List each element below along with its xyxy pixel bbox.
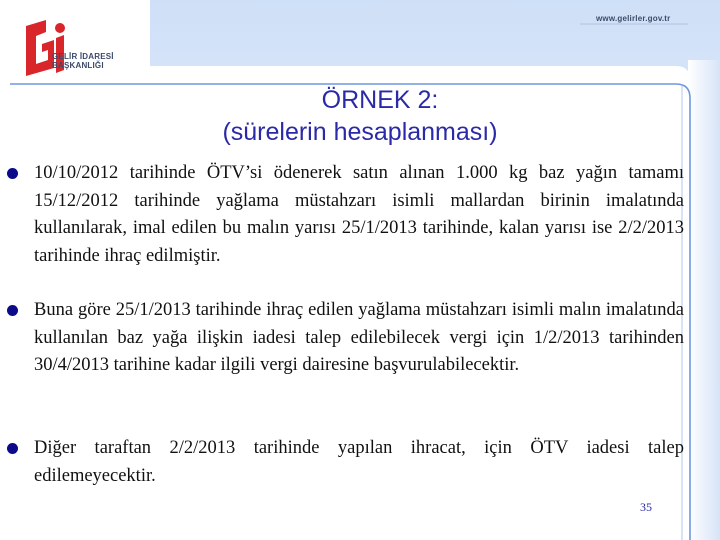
website-label: www.gelirler.gov.tr	[596, 14, 671, 23]
page-number: 35	[640, 500, 652, 514]
logo-text	[52, 52, 114, 70]
bullet-text-1: 10/10/2012 tarihinde ÖTV’si ödenerek satın alınan 1.000 kg baz yağın tamamı 15/12/2012 tarihinde yağlama müstahzarı isimli mallardan birinin imalatında kullanılarak, imal edilen bu malın yarısı 25/1/2013 tarihinde, kalan yarısı ise 2/2/2013 tarihinde ihraç edilmiştir.	[34, 163, 684, 266]
slide-title	[150, 84, 570, 148]
bullet-dot-2	[7, 305, 18, 316]
bullet-text-2: Buna göre 25/1/2013 tarihinde ihraç edilen yağlama müstahzarı isimli malın imalatında kullanılan baz yağa ilişkin iadesi talep edilebilecek vergi için 1/2/2013 tarihinden 30/4/2013 tarihine kadar ilgili vergi dairesine başvurulabilecektir.	[34, 300, 684, 375]
title-line2: (sürelerin hesaplanması)	[222, 118, 498, 146]
bullet-text-3: Diğer taraftan 2/2/2013 tarihinde yapılan ihracat, için ÖTV iadesi talep edilemeyecektir.	[34, 438, 684, 486]
bullet-dot-3	[7, 443, 18, 454]
logo-line1: GELİR İDARESİ	[52, 52, 114, 61]
bullet-dot-1	[7, 168, 18, 179]
title-line1: ÖRNEK 2:	[321, 86, 439, 114]
logo-line2: BAŞKANLIĞI	[52, 61, 104, 70]
